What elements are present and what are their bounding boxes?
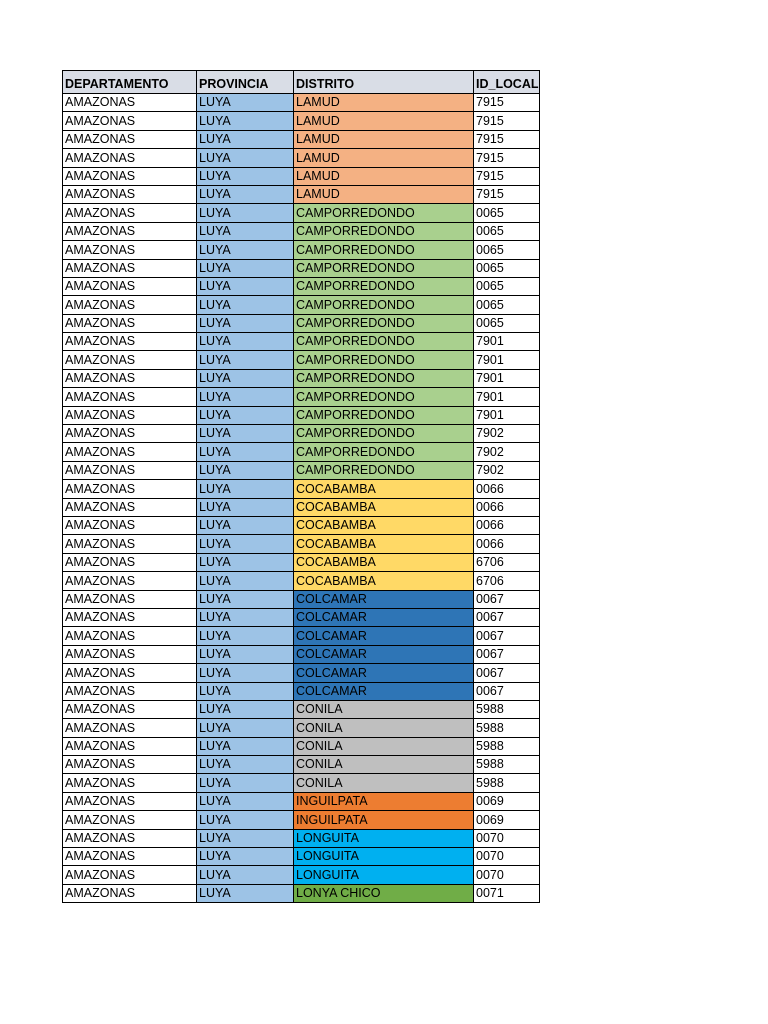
distrito-cell[interactable]: CAMPORREDONDO <box>294 425 474 443</box>
id-local-cell[interactable]: 0070 <box>474 866 540 884</box>
distrito-cell[interactable]: COCABAMBA <box>294 516 474 534</box>
distrito-cell[interactable]: COCABAMBA <box>294 553 474 571</box>
departamento-cell[interactable]: AMAZONAS <box>63 296 197 314</box>
provincia-cell[interactable]: LUYA <box>197 167 294 185</box>
table-row <box>63 204 540 222</box>
distrito-cell[interactable]: CONILA <box>294 774 474 792</box>
provincia-cell[interactable]: LUYA <box>197 112 294 130</box>
id-local-cell[interactable]: 0065 <box>474 241 540 259</box>
provincia-cell[interactable]: LUYA <box>197 682 294 700</box>
provincia-cell[interactable]: LUYA <box>197 516 294 534</box>
header-provincia[interactable]: PROVINCIA <box>197 71 294 94</box>
distrito-cell[interactable]: CAMPORREDONDO <box>294 443 474 461</box>
provincia-cell[interactable]: LUYA <box>197 848 294 866</box>
departamento-cell[interactable]: AMAZONAS <box>63 425 197 443</box>
id-local-cell[interactable]: 7915 <box>474 167 540 185</box>
table-body <box>63 94 540 903</box>
distrito-cell[interactable]: CAMPORREDONDO <box>294 241 474 259</box>
distrito-cell[interactable]: INGUILPATA <box>294 811 474 829</box>
distrito-cell[interactable]: CAMPORREDONDO <box>294 351 474 369</box>
provincia-cell[interactable]: LUYA <box>197 185 294 203</box>
table-row <box>63 516 540 534</box>
distrito-cell[interactable]: COCABAMBA <box>294 480 474 498</box>
id-local-cell[interactable]: 0065 <box>474 222 540 240</box>
table-row <box>63 498 540 516</box>
table-row <box>63 461 540 479</box>
table-row <box>63 222 540 240</box>
table-row <box>63 627 540 645</box>
provincia-cell[interactable]: LUYA <box>197 222 294 240</box>
distrito-cell[interactable]: LONYA CHICO <box>294 884 474 902</box>
distrito-cell[interactable]: CONILA <box>294 737 474 755</box>
distrito-cell[interactable]: COCABAMBA <box>294 572 474 590</box>
id-local-cell[interactable]: 0066 <box>474 535 540 553</box>
provincia-cell[interactable]: LUYA <box>197 241 294 259</box>
id-local-cell[interactable]: 7915 <box>474 185 540 203</box>
departamento-cell[interactable]: AMAZONAS <box>63 866 197 884</box>
provincia-cell[interactable]: LUYA <box>197 204 294 222</box>
table-row <box>63 535 540 553</box>
id-local-cell[interactable]: 6706 <box>474 553 540 571</box>
distrito-cell[interactable]: CAMPORREDONDO <box>294 461 474 479</box>
distrito-cell[interactable]: LAMUD <box>294 185 474 203</box>
table-row <box>63 590 540 608</box>
id-local-cell[interactable]: 0067 <box>474 608 540 626</box>
distrito-cell[interactable]: CAMPORREDONDO <box>294 204 474 222</box>
table-row <box>63 737 540 755</box>
distrito-cell[interactable]: LONGUITA <box>294 848 474 866</box>
id-local-cell[interactable]: 7915 <box>474 112 540 130</box>
departamento-cell[interactable]: AMAZONAS <box>63 792 197 810</box>
id-local-cell[interactable]: 0070 <box>474 829 540 847</box>
table-row <box>63 829 540 847</box>
departamento-cell[interactable]: AMAZONAS <box>63 719 197 737</box>
departamento-cell[interactable]: AMAZONAS <box>63 756 197 774</box>
provincia-cell[interactable]: LUYA <box>197 700 294 718</box>
table-row <box>63 645 540 663</box>
id-local-cell[interactable]: 0065 <box>474 204 540 222</box>
id-local-cell[interactable]: 7902 <box>474 461 540 479</box>
id-local-cell[interactable]: 0067 <box>474 627 540 645</box>
departamento-cell[interactable]: AMAZONAS <box>63 498 197 516</box>
provincia-cell[interactable]: LUYA <box>197 259 294 277</box>
id-local-cell[interactable]: 0067 <box>474 682 540 700</box>
provincia-cell[interactable]: LUYA <box>197 94 294 112</box>
departamento-cell[interactable]: AMAZONAS <box>63 700 197 718</box>
id-local-cell[interactable]: 0071 <box>474 884 540 902</box>
provincia-cell[interactable]: LUYA <box>197 627 294 645</box>
table-row <box>63 774 540 792</box>
departamento-cell[interactable]: AMAZONAS <box>63 241 197 259</box>
departamento-cell[interactable]: AMAZONAS <box>63 516 197 534</box>
provincia-cell[interactable]: LUYA <box>197 480 294 498</box>
provincia-cell[interactable]: LUYA <box>197 590 294 608</box>
provincia-cell[interactable]: LUYA <box>197 719 294 737</box>
provincia-cell[interactable]: LUYA <box>197 388 294 406</box>
provincia-cell[interactable]: LUYA <box>197 829 294 847</box>
departamento-cell[interactable]: AMAZONAS <box>63 829 197 847</box>
id-local-cell[interactable]: 5988 <box>474 756 540 774</box>
id-local-cell[interactable]: 0065 <box>474 259 540 277</box>
departamento-cell[interactable]: AMAZONAS <box>63 222 197 240</box>
id-local-cell[interactable]: 5988 <box>474 719 540 737</box>
id-local-cell[interactable]: 0066 <box>474 516 540 534</box>
departamento-cell[interactable]: AMAZONAS <box>63 443 197 461</box>
departamento-cell[interactable]: AMAZONAS <box>63 608 197 626</box>
table-row <box>63 811 540 829</box>
id-local-cell[interactable]: 7901 <box>474 388 540 406</box>
distrito-cell[interactable]: COLCAMAR <box>294 645 474 663</box>
id-local-cell[interactable]: 7915 <box>474 130 540 148</box>
table-row <box>63 480 540 498</box>
departamento-cell[interactable]: AMAZONAS <box>63 848 197 866</box>
provincia-cell[interactable]: LUYA <box>197 737 294 755</box>
table-header <box>63 71 540 94</box>
id-local-cell[interactable]: 0069 <box>474 811 540 829</box>
provincia-cell[interactable]: LUYA <box>197 149 294 167</box>
distrito-cell[interactable]: CAMPORREDONDO <box>294 296 474 314</box>
table-row <box>63 296 540 314</box>
provincia-cell[interactable]: LUYA <box>197 406 294 424</box>
departamento-cell[interactable]: AMAZONAS <box>63 259 197 277</box>
distrito-cell[interactable]: LAMUD <box>294 149 474 167</box>
table-row <box>63 259 540 277</box>
departamento-cell[interactable]: AMAZONAS <box>63 406 197 424</box>
departamento-cell[interactable]: AMAZONAS <box>63 535 197 553</box>
table-row <box>63 388 540 406</box>
spreadsheet-table <box>62 70 540 903</box>
id-local-cell[interactable]: 0066 <box>474 480 540 498</box>
table-row <box>63 719 540 737</box>
id-local-cell[interactable]: 0065 <box>474 277 540 295</box>
distrito-cell[interactable]: COLCAMAR <box>294 664 474 682</box>
id-local-cell[interactable]: 0066 <box>474 498 540 516</box>
table-row <box>63 608 540 626</box>
provincia-cell[interactable]: LUYA <box>197 553 294 571</box>
id-local-cell[interactable]: 7901 <box>474 351 540 369</box>
table-row <box>63 149 540 167</box>
table-row <box>63 351 540 369</box>
id-local-cell[interactable]: 0070 <box>474 848 540 866</box>
distrito-cell[interactable]: CAMPORREDONDO <box>294 369 474 387</box>
table-row <box>63 443 540 461</box>
table-row <box>63 866 540 884</box>
departamento-cell[interactable]: AMAZONAS <box>63 314 197 332</box>
departamento-cell[interactable]: AMAZONAS <box>63 553 197 571</box>
departamento-cell[interactable]: AMAZONAS <box>63 774 197 792</box>
distrito-cell[interactable]: CAMPORREDONDO <box>294 277 474 295</box>
table-row <box>63 277 540 295</box>
table-row <box>63 848 540 866</box>
departamento-cell[interactable]: AMAZONAS <box>63 884 197 902</box>
id-local-cell[interactable]: 0069 <box>474 792 540 810</box>
departamento-cell[interactable]: AMAZONAS <box>63 461 197 479</box>
departamento-cell[interactable]: AMAZONAS <box>63 480 197 498</box>
departamento-cell[interactable]: AMAZONAS <box>63 204 197 222</box>
distrito-cell[interactable]: INGUILPATA <box>294 792 474 810</box>
table-row <box>63 167 540 185</box>
table-row <box>63 884 540 902</box>
distrito-cell[interactable]: COLCAMAR <box>294 682 474 700</box>
distrito-cell[interactable]: COLCAMAR <box>294 627 474 645</box>
distrito-cell[interactable]: CONILA <box>294 756 474 774</box>
departamento-cell[interactable]: AMAZONAS <box>63 572 197 590</box>
id-local-cell[interactable]: 7902 <box>474 443 540 461</box>
id-local-cell[interactable]: 7902 <box>474 425 540 443</box>
distrito-cell[interactable]: LAMUD <box>294 112 474 130</box>
provincia-cell[interactable]: LUYA <box>197 277 294 295</box>
id-local-cell[interactable]: 6706 <box>474 572 540 590</box>
id-local-cell[interactable]: 5988 <box>474 700 540 718</box>
provincia-cell[interactable]: LUYA <box>197 351 294 369</box>
distrito-cell[interactable]: COLCAMAR <box>294 590 474 608</box>
id-local-cell[interactable]: 7901 <box>474 369 540 387</box>
table-row <box>63 185 540 203</box>
header-departamento[interactable]: DEPARTAMENTO <box>63 71 197 94</box>
departamento-cell[interactable]: AMAZONAS <box>63 149 197 167</box>
departamento-cell[interactable]: AMAZONAS <box>63 388 197 406</box>
distrito-cell[interactable]: CAMPORREDONDO <box>294 314 474 332</box>
id-local-cell[interactable]: 0067 <box>474 645 540 663</box>
distrito-cell[interactable]: LAMUD <box>294 130 474 148</box>
departamento-cell[interactable]: AMAZONAS <box>63 130 197 148</box>
provincia-cell[interactable]: LUYA <box>197 498 294 516</box>
table-row <box>63 406 540 424</box>
provincia-cell[interactable]: LUYA <box>197 792 294 810</box>
distrito-cell[interactable]: COCABAMBA <box>294 498 474 516</box>
header-id-local[interactable]: ID_LOCAL <box>474 71 540 94</box>
table-row <box>63 130 540 148</box>
id-local-cell[interactable]: 5988 <box>474 737 540 755</box>
id-local-cell[interactable]: 7901 <box>474 406 540 424</box>
table-row <box>63 314 540 332</box>
id-local-cell[interactable]: 0067 <box>474 590 540 608</box>
distrito-cell[interactable]: CAMPORREDONDO <box>294 388 474 406</box>
table-row <box>63 333 540 351</box>
provincia-cell[interactable]: LUYA <box>197 443 294 461</box>
header-distrito[interactable]: DISTRITO <box>294 71 474 94</box>
provincia-cell[interactable]: LUYA <box>197 572 294 590</box>
distrito-cell[interactable]: LAMUD <box>294 167 474 185</box>
departamento-cell[interactable]: AMAZONAS <box>63 682 197 700</box>
id-local-cell[interactable]: 7915 <box>474 149 540 167</box>
table-row <box>63 664 540 682</box>
id-local-cell[interactable]: 0065 <box>474 296 540 314</box>
departamento-cell[interactable]: AMAZONAS <box>63 351 197 369</box>
provincia-cell[interactable]: LUYA <box>197 774 294 792</box>
distrito-cell[interactable]: CAMPORREDONDO <box>294 222 474 240</box>
provincia-cell[interactable]: LUYA <box>197 535 294 553</box>
id-local-cell[interactable]: 5988 <box>474 774 540 792</box>
provincia-cell[interactable]: LUYA <box>197 664 294 682</box>
departamento-cell[interactable]: AMAZONAS <box>63 645 197 663</box>
departamento-cell[interactable]: AMAZONAS <box>63 369 197 387</box>
provincia-cell[interactable]: LUYA <box>197 608 294 626</box>
table-row <box>63 94 540 112</box>
distrito-cell[interactable]: CAMPORREDONDO <box>294 259 474 277</box>
provincia-cell[interactable]: LUYA <box>197 333 294 351</box>
departamento-cell[interactable]: AMAZONAS <box>63 590 197 608</box>
provincia-cell[interactable]: LUYA <box>197 811 294 829</box>
distrito-cell[interactable]: COCABAMBA <box>294 535 474 553</box>
provincia-cell[interactable]: LUYA <box>197 645 294 663</box>
distrito-cell[interactable]: CONILA <box>294 700 474 718</box>
provincia-cell[interactable]: LUYA <box>197 296 294 314</box>
header-row <box>63 71 540 94</box>
table-row <box>63 241 540 259</box>
distrito-cell[interactable]: COLCAMAR <box>294 608 474 626</box>
table-row <box>63 112 540 130</box>
departamento-cell[interactable]: AMAZONAS <box>63 94 197 112</box>
table-row <box>63 700 540 718</box>
provincia-cell[interactable]: LUYA <box>197 884 294 902</box>
provincia-cell[interactable]: LUYA <box>197 314 294 332</box>
distrito-cell[interactable]: LAMUD <box>294 94 474 112</box>
distrito-cell[interactable]: CAMPORREDONDO <box>294 406 474 424</box>
table-row <box>63 682 540 700</box>
distrito-cell[interactable]: LONGUITA <box>294 866 474 884</box>
id-local-cell[interactable]: 7901 <box>474 333 540 351</box>
departamento-cell[interactable]: AMAZONAS <box>63 112 197 130</box>
departamento-cell[interactable]: AMAZONAS <box>63 627 197 645</box>
departamento-cell[interactable]: AMAZONAS <box>63 737 197 755</box>
id-local-cell[interactable]: 0067 <box>474 664 540 682</box>
distrito-cell[interactable]: CONILA <box>294 719 474 737</box>
table-row <box>63 369 540 387</box>
provincia-cell[interactable]: LUYA <box>197 866 294 884</box>
distrito-cell[interactable]: CAMPORREDONDO <box>294 333 474 351</box>
id-local-cell[interactable]: 0065 <box>474 314 540 332</box>
provincia-cell[interactable]: LUYA <box>197 130 294 148</box>
departamento-cell[interactable]: AMAZONAS <box>63 277 197 295</box>
table-row <box>63 425 540 443</box>
table-row <box>63 792 540 810</box>
table-row <box>63 572 540 590</box>
distrito-cell[interactable]: LONGUITA <box>294 829 474 847</box>
departamento-cell[interactable]: AMAZONAS <box>63 664 197 682</box>
table-row <box>63 756 540 774</box>
provincia-cell[interactable]: LUYA <box>197 756 294 774</box>
provincia-cell[interactable]: LUYA <box>197 461 294 479</box>
table-row <box>63 553 540 571</box>
provincia-cell[interactable]: LUYA <box>197 425 294 443</box>
departamento-cell[interactable]: AMAZONAS <box>63 185 197 203</box>
id-local-cell[interactable]: 7915 <box>474 94 540 112</box>
provincia-cell[interactable]: LUYA <box>197 369 294 387</box>
departamento-cell[interactable]: AMAZONAS <box>63 811 197 829</box>
departamento-cell[interactable]: AMAZONAS <box>63 333 197 351</box>
departamento-cell[interactable]: AMAZONAS <box>63 167 197 185</box>
